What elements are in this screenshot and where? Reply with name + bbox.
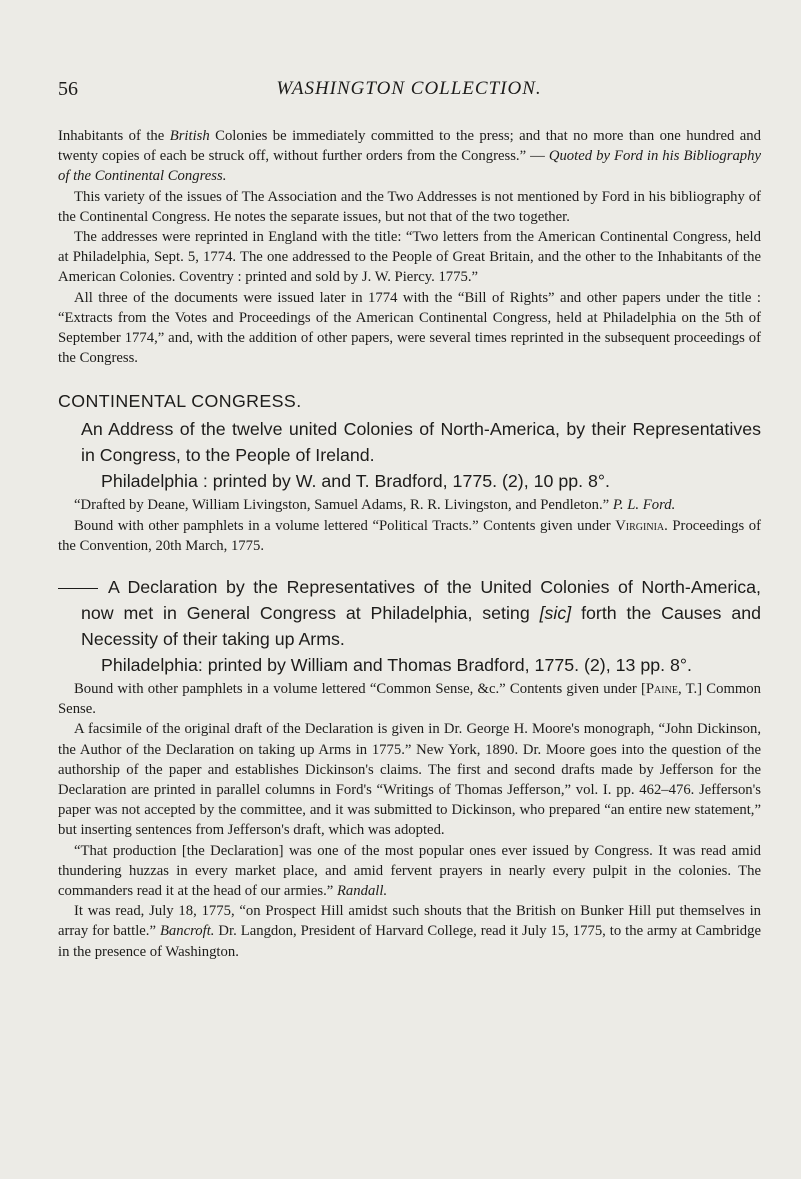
paragraph-facsimile: A facsimile of the original draft of the Declaration is given in Dr. George H. Moore's monograph, “John Dickinson, the Author of the Declaration on taking up Arms in 1775.” New York, 1890. Dr. Moore goes into the question of the authorship of the paper and establishes Dickinson's claims. The first and second drafts made by Jefferson for the Declaration are printed in parallel columns in Ford's “Writings of Thomas Jefferson,” vol. I. pp. 462–476. Jefferson's paper was not accepted by the committee, and it was submitted to Dickinson, who prepared “an entire new statement,” but inserting sentences from Jefferson's draft, which was adopted. bbox=[58, 721, 761, 839]
ditto-dash bbox=[58, 588, 98, 589]
section-heading: CONTINENTAL CONGRESS. bbox=[58, 391, 302, 412]
paragraph-quoted-resolution: Inhabitants of the British Colonies be immediately committed to the press; and that no more than one hundred and twenty copies of each be struck off, without further orders from the Congress.” — Quoted by Ford in his Bibliography of the Continental Congress. bbox=[58, 128, 761, 185]
entry-note-drafted: “Drafted by Deane, William Livingston, Samuel Adams, R. R. Livingston, and Pendleton.” P. L. Ford. bbox=[74, 497, 676, 514]
entry-note-bound-common-sense: Bound with other pamphlets in a volume lettered “Common Sense, &c.” Contents given under [Paine, T.] Common Sense. bbox=[58, 681, 761, 718]
page-header bbox=[58, 78, 760, 108]
entry-note-bound-political: Bound with other pamphlets in a volume lettered “Political Tracts.” Contents given under Virginia. Proceedings of the Convention, 20th March, 1775. bbox=[58, 517, 761, 554]
page-body bbox=[58, 126, 761, 962]
entry-title-address-ireland: An Address of the twelve united Colonies of North-America, by their Representatives in Congress, to the People of Ireland. bbox=[81, 419, 761, 466]
page-number: 56 bbox=[58, 78, 78, 100]
entry-imprint-address-ireland: Philadelphia : printed by W. and T. Bradford, 1775. (2), 10 pp. 8°. bbox=[101, 471, 610, 492]
entry-imprint-declaration: Philadelphia: printed by William and Thomas Bradford, 1775. (2), 13 pp. 8°. bbox=[101, 655, 692, 676]
paragraph-reprinted-england: The addresses were reprinted in England with the title: “Two letters from the American Continental Congress, held at Philadelphia, Sept. 5, 1774. The one addressed to the People of Great Britain, and the other to the Inhabitants of the American Colonies. Coventry : printed and sold by J. W. Piercy. 1775.” bbox=[58, 229, 761, 286]
running-head: WASHINGTON COLLECTION. bbox=[276, 78, 542, 99]
paragraph-variety: This variety of the issues of The Association and the Two Addresses is not mentioned by Ford in his bibliography of the Continental Congress. He notes the separate issues, but not that of the two together. bbox=[58, 188, 761, 225]
entry-title-declaration: A Declaration by the Representatives of the United Colonies of North-America, now met in General Congress at Philadelphia, seting [sic] forth the Causes and Necessity of their taking up Arms. bbox=[58, 574, 761, 652]
paragraph-production: “That production [the Declaration] was one of the most popular ones ever issued by Congress. It was read amid thundering huzzas in every market place, and amid fervent prayers in nearly every pulpit in the colonies. The commanders read it at the head of our armies.” Randall. bbox=[58, 842, 761, 900]
paragraph-three-documents: All three of the documents were issued later in 1774 with the “Bill of Rights” and other papers under the title : “Extracts from the Votes and Proceedings of the American Continental Congress, held at Philadelphia on the 5th of September 1774,” and, with the addition of other papers, were several times reprinted in the subsequent proceedings of the Congress. bbox=[58, 289, 761, 367]
paragraph-read-prospect-hill: It was read, July 18, 1775, “on Prospect Hill amidst such shouts that the British on Bunker Hill put themselves in array for battle.” Bancroft. Dr. Langdon, President of Harvard College, read it July 15, 1775, to the army at Cambridge in the presence of Washington. bbox=[58, 903, 761, 960]
